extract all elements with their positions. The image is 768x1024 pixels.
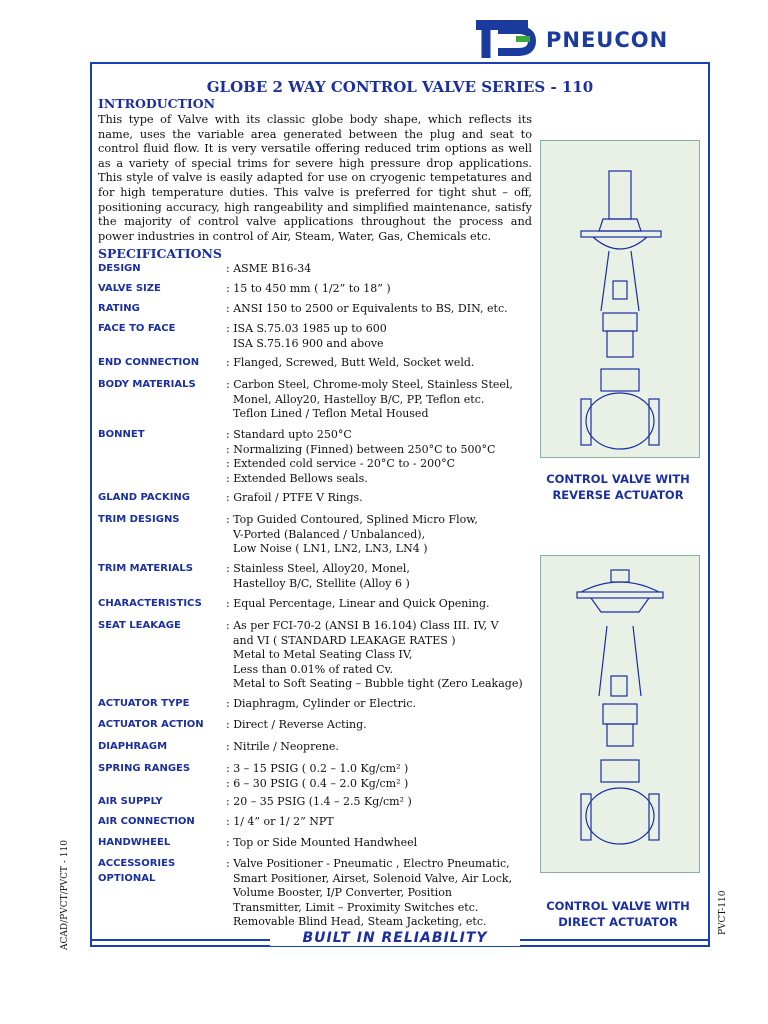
- specs-heading: SPECIFICATIONS: [98, 246, 222, 261]
- spec-label: ACTUATOR ACTION: [98, 719, 204, 730]
- spec-value: : ANSI 150 to 2500 or Equivalents to BS, DIN, etc.: [226, 302, 508, 315]
- spec-label: ACCESSORIES OPTIONAL: [98, 858, 176, 884]
- spec-value: : 1/ 4” or 1/ 2” NPT: [226, 815, 334, 828]
- spec-value: : Equal Percentage, Linear and Quick Opening.: [226, 597, 490, 610]
- spec-value: : Carbon Steel, Chrome-moly Steel, Stainless Steel, Monel, Alloy20, Hastelloy B/C, PP, Teflon etc. Teflon Lined / Teflon Metal Housed: [226, 378, 513, 420]
- spec-label: BODY MATERIALS: [98, 379, 196, 390]
- spec-label: DESIGN: [98, 263, 141, 274]
- spec-label: SPRING RANGES: [98, 763, 191, 774]
- spec-label: FACE TO FACE: [98, 323, 176, 334]
- spec-label: SEAT LEAKAGE: [98, 620, 181, 631]
- spec-value: : Nitrile / Neoprene.: [226, 740, 339, 753]
- page-title: GLOBE 2 WAY CONTROL VALVE SERIES - 110: [206, 78, 594, 96]
- spec-label: RATING: [98, 303, 140, 314]
- spec-label: GLAND PACKING: [98, 492, 191, 503]
- brand-name: PNEUCON: [546, 28, 669, 52]
- spec-label: VALVE SIZE: [98, 283, 161, 294]
- spec-value: : ASME B16-34: [226, 262, 312, 275]
- direct-actuator-caption: CONTROL VALVE WITH DIRECT ACTUATOR: [546, 899, 690, 929]
- spec-value: : 15 to 450 mm ( 1/2” to 18” ): [226, 282, 391, 295]
- spec-value: : Standard upto 250°C : Normalizing (Finned) between 250°C to 500°C : Extended cold service - 20°C to - 200°C : Extended Bellows seals.: [226, 428, 496, 485]
- intro-text: This type of Valve with its classic globe body shape, which reflects its name, uses the variable area generated between the plug and seat to control fluid flow. It is very versatile offering reduced trim options as well as a variety of special trims for severe high pressure drop applications. This style of valve is easily adapted for use on cryogenic tempetatures and for high temperature duties. This valve is preferred for tight shut – off, positioning accuracy, high rangeability and simplified maintenance, satisfy the majority of control valve applications throughout the process and power industries in control of Air, Steam, Water, Gas, Chemicals etc.: [98, 113, 532, 243]
- direct-actuator-valve-image: [540, 555, 700, 873]
- spec-label: AIR CONNECTION: [98, 816, 195, 827]
- right-doc-code: PVCT-110: [718, 890, 728, 935]
- spec-label: TRIM MATERIALS: [98, 563, 193, 574]
- spec-value: : Diaphragm, Cylinder or Electric.: [226, 697, 417, 710]
- spec-label: END CONNECTION: [98, 357, 200, 368]
- reverse-actuator-caption: CONTROL VALVE WITH REVERSE ACTUATOR: [546, 472, 690, 502]
- spec-value: : Direct / Reverse Acting.: [226, 718, 367, 731]
- spec-value: : Grafoil / PTFE V Rings.: [226, 491, 363, 504]
- spec-label: TRIM DESIGNS: [98, 514, 180, 525]
- spec-value: : 3 – 15 PSIG ( 0.2 – 1.0 Kg/cm² ) : 6 – 30 PSIG ( 0.4 – 2.0 Kg/cm² ): [226, 762, 409, 790]
- reverse-actuator-valve-image: [540, 140, 700, 458]
- spec-label: HANDWHEEL: [98, 837, 171, 848]
- spec-label: BONNET: [98, 429, 145, 440]
- intro-heading: INTRODUCTION: [98, 96, 216, 111]
- spec-label: DIAPHRAGM: [98, 741, 168, 752]
- spec-value: : 20 – 35 PSIG (1.4 – 2.5 Kg/cm² ): [226, 795, 412, 808]
- spec-label: ACTUATOR TYPE: [98, 698, 190, 709]
- spec-value: : Top Guided Contoured, Splined Micro Flow, V-Ported (Balanced / Unbalanced), Low Noise ( LN1, LN2, LN3, LN4 ): [226, 513, 478, 555]
- spec-value: : Stainless Steel, Alloy20, Monel, Hastelloy B/C, Stellite (Alloy 6 ): [226, 562, 410, 590]
- spec-value: : As per FCI-70-2 (ANSI B 16.104) Class III. IV, V and VI ( STANDARD LEAKAGE RATES ) Metal to Metal Seating Class IV, Less than 0.01% of rated Cv. Metal to Soft Seating – Bubble tight (Zero Leakage): [226, 619, 523, 690]
- spec-value: : Valve Positioner - Pneumatic , Electro Pneumatic, Smart Positioner, Airset, Solenoid Valve, Air Lock, Volume Booster, I/P Converter, Position Transmitter, Limit – Proximity Switches etc. Removable Blind Head, Steam Jacketing, etc.: [226, 857, 513, 928]
- spec-label: CHARACTERISTICS: [98, 598, 202, 609]
- spec-label: AIR SUPPLY: [98, 796, 163, 807]
- spec-value: : Flanged, Screwed, Butt Weld, Socket weld.: [226, 356, 475, 369]
- spec-value: : ISA S.75.03 1985 up to 600 ISA S.75.16 900 and above: [226, 322, 387, 350]
- spec-value: : Top or Side Mounted Handwheel: [226, 836, 418, 849]
- footer-tagline: BUILT IN RELIABILITY: [270, 930, 520, 946]
- left-doc-code: ACAD/PVCT/PVCT - 110: [60, 840, 70, 950]
